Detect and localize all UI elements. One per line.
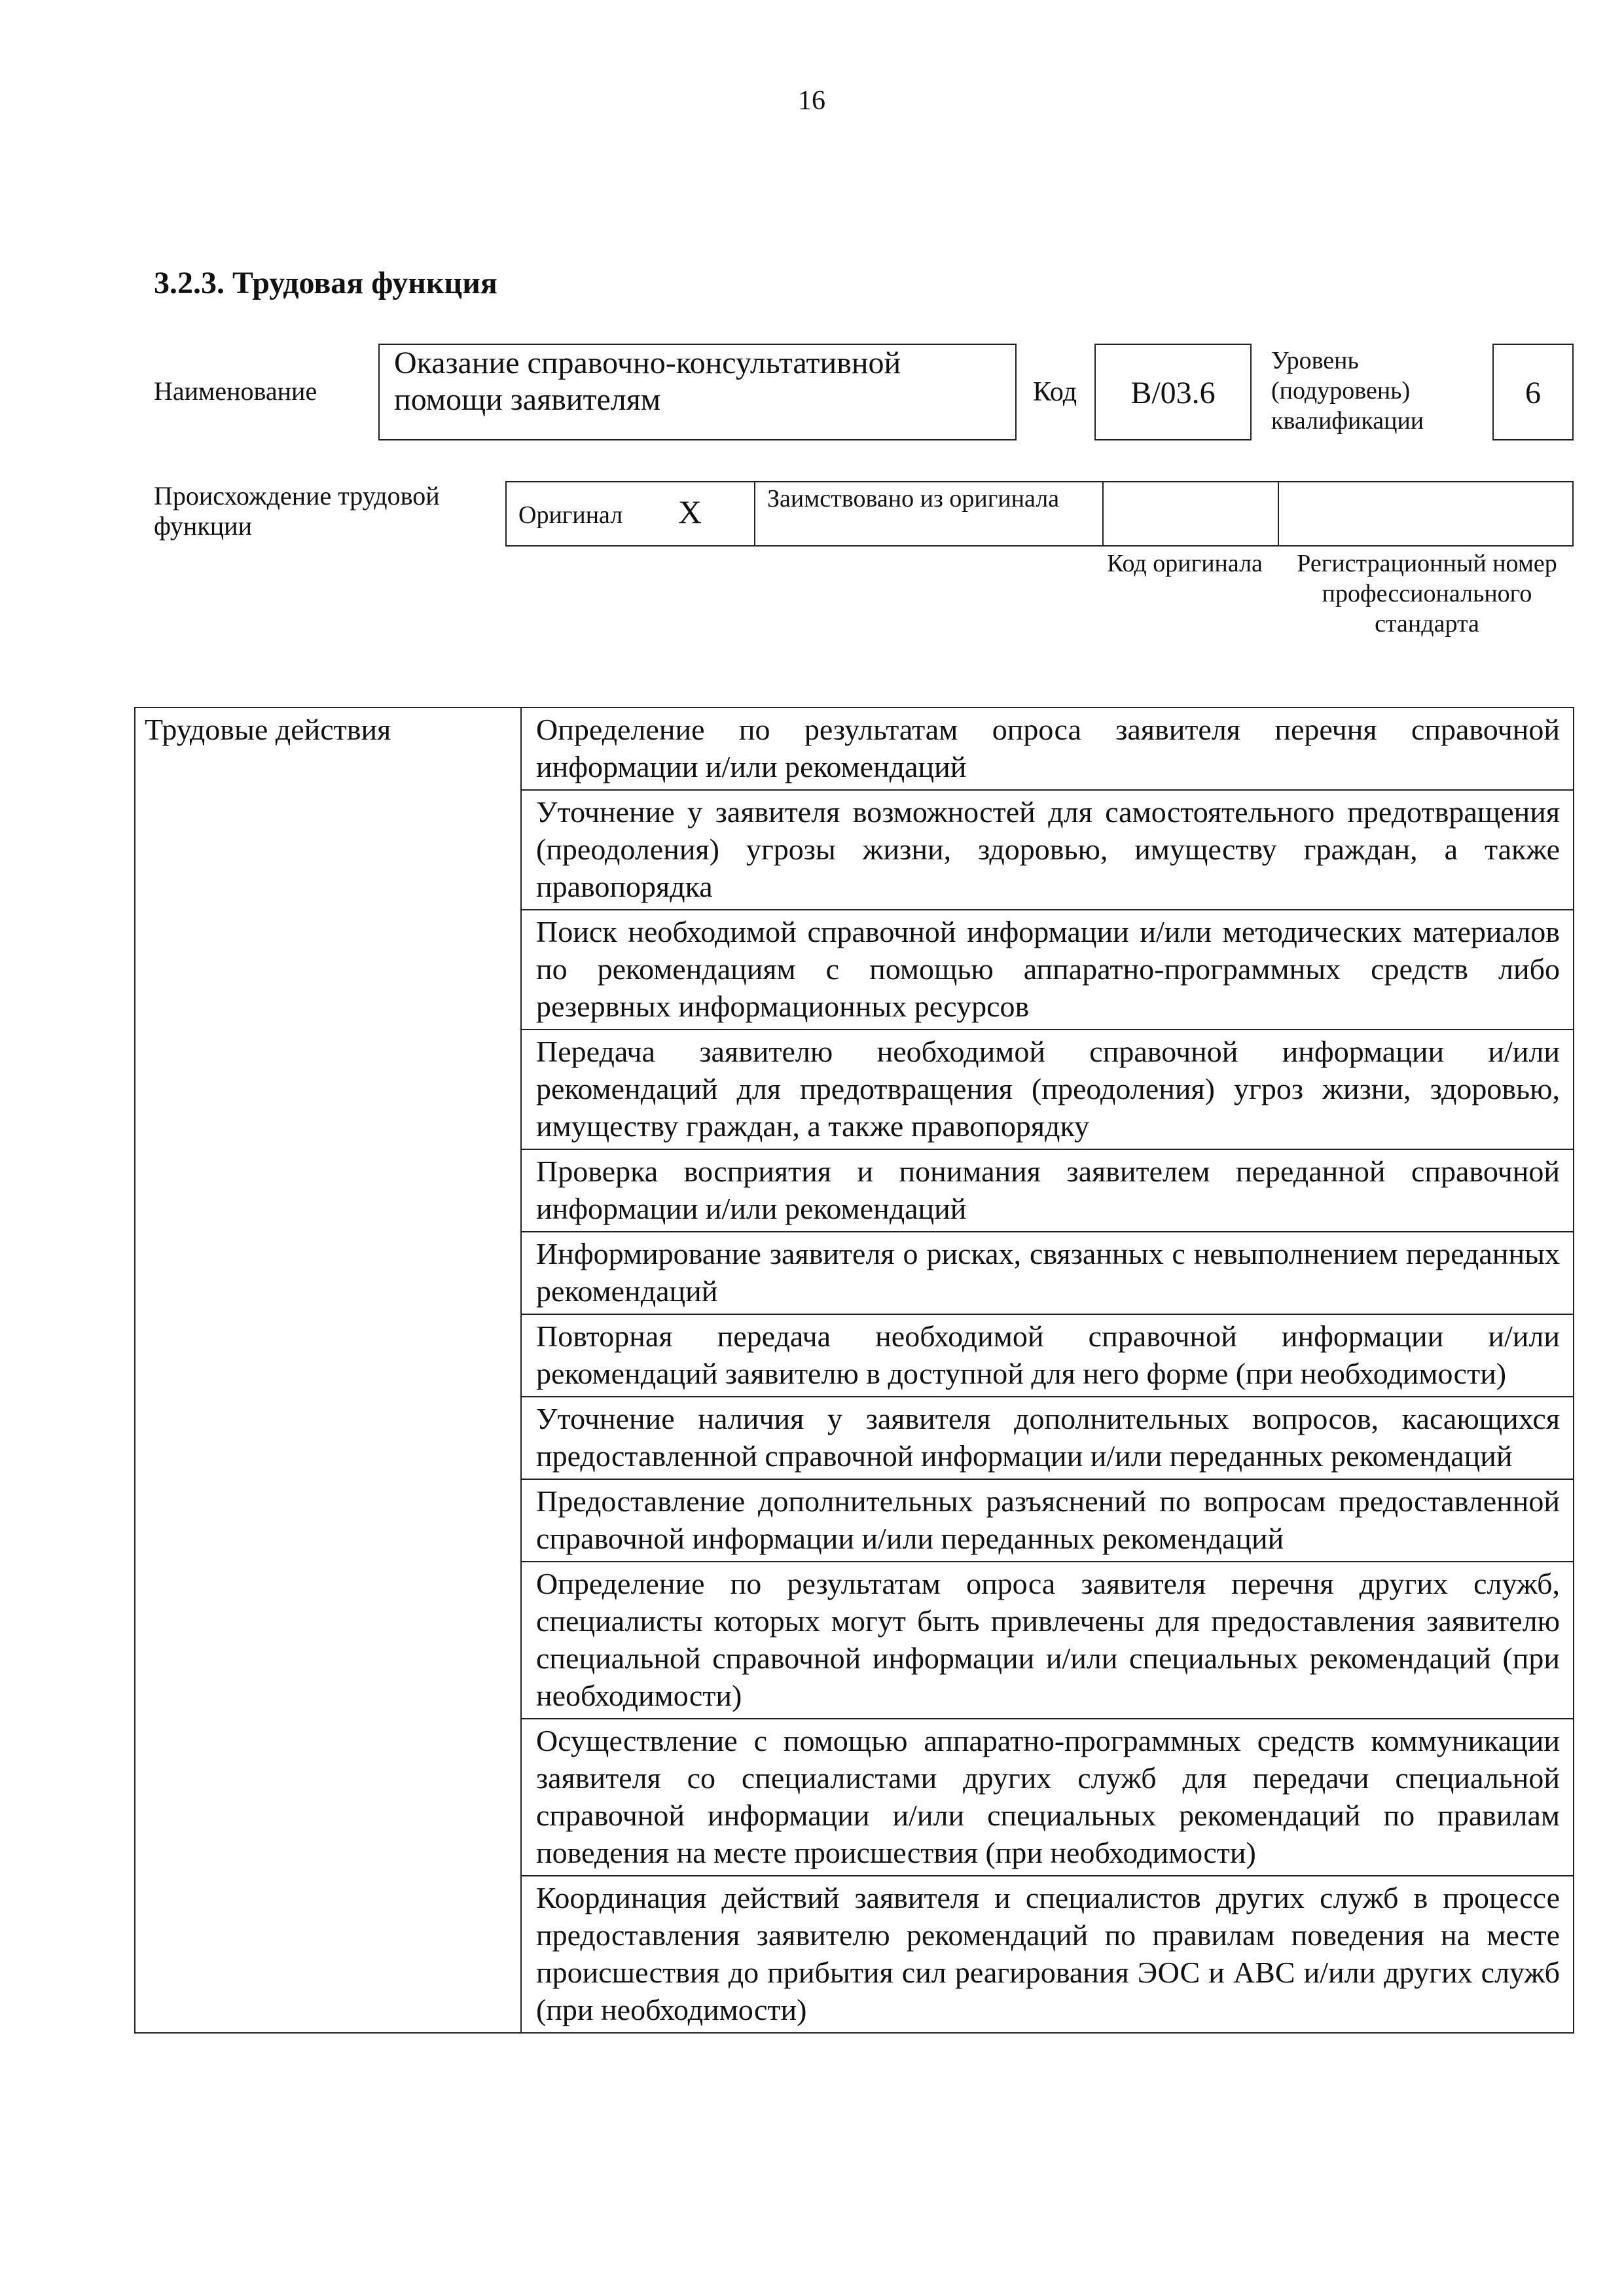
code-original-cell	[1104, 482, 1279, 545]
labor-action-item: Осуществление с помощью аппаратно-программных средств коммуникации заявителя со специалистами других служб для передачи специальной справочной информации и/или специальных рекомендаций по правилам поведения на месте происшествия (при необходимости)	[521, 1719, 1574, 1876]
labor-action-item: Передача заявителю необходимой справочной информации и/или рекомендаций для предотвращения (преодоления) угроз жизни, здоровью, имуществу граждан, а также правопорядку	[521, 1030, 1574, 1149]
labor-action-item: Предоставление дополнительных разъяснений по вопросам предоставленной справочной информации и/или переданных рекомендаций	[521, 1479, 1574, 1562]
table-row	[135, 708, 1574, 790]
labor-action-item: Координация действий заявителя и специалистов других служб в процессе предоставления заявителю рекомендаций по правилам поведения на месте происшествия до прибытия сил реагирования ЭОС и АВС и/или других служб (при необходимости)	[521, 1876, 1574, 2033]
code-value: B/03.6	[1130, 376, 1216, 410]
level-label: Уровень (подуровень) квалификации	[1271, 347, 1424, 435]
labor-actions-label: Трудовые действия	[135, 708, 521, 2033]
original-label: Оригинал	[518, 501, 623, 529]
code-label: Код	[1033, 377, 1077, 407]
reg-number-caption: Регистрационный номер профессионального стандарта	[1297, 550, 1557, 637]
original-cell	[507, 482, 755, 545]
origin-row	[505, 481, 1574, 547]
name-label: Наименование	[154, 376, 317, 406]
code-value-box	[1094, 344, 1252, 440]
borrowed-label: Заимствовано из оригинала	[767, 485, 1060, 512]
level-value: 6	[1525, 376, 1541, 410]
page-number: 16	[798, 86, 825, 116]
labor-action-item: Проверка восприятия и понимания заявителем переданной справочной информации и/или рекомендаций	[521, 1149, 1574, 1232]
borrowed-cell	[755, 482, 1104, 545]
name-value: Оказание справочно-консультативной помощи заявителям	[394, 346, 901, 417]
labor-action-item: Поиск необходимой справочной информации и/или методических материалов по рекомендациям с помощью аппаратно-программных средств либо резервных информационных ресурсов	[521, 910, 1574, 1030]
labor-action-item: Уточнение наличия у заявителя дополнительных вопросов, касающихся предоставленной справочной информации и/или переданных рекомендаций	[521, 1397, 1574, 1479]
section-title: 3.2.3. Трудовая функция	[154, 266, 497, 300]
reg-number-cell	[1279, 482, 1572, 545]
name-value-box	[378, 344, 1017, 440]
labor-action-item: Определение по результатам опроса заявителя перечня справочной информации и/или рекомендаций	[521, 708, 1574, 790]
code-original-caption: Код оригинала	[1107, 550, 1263, 577]
original-mark: X	[678, 493, 702, 530]
labor-actions-table	[134, 707, 1574, 2034]
labor-action-item: Повторная передача необходимой справочной информации и/или рекомендаций заявителю в доступной для него форме (при необходимости)	[521, 1314, 1574, 1397]
level-value-box	[1492, 344, 1574, 440]
labor-action-item: Информирование заявителя о рисках, связанных с невыполнением переданных рекомендаций	[521, 1232, 1574, 1314]
labor-action-item: Определение по результатам опроса заявителя перечня других служб, специалисты которых могут быть привлечены для предоставления заявителю специальной справочной информации и/или специальных рекомендаций (при необходимости)	[521, 1562, 1574, 1719]
origin-label: Происхождение трудовой функции	[154, 481, 440, 541]
labor-action-item: Уточнение у заявителя возможностей для самостоятельного предотвращения (преодоления) угрозы жизни, здоровью, имуществу граждан, а также правопорядка	[521, 790, 1574, 910]
